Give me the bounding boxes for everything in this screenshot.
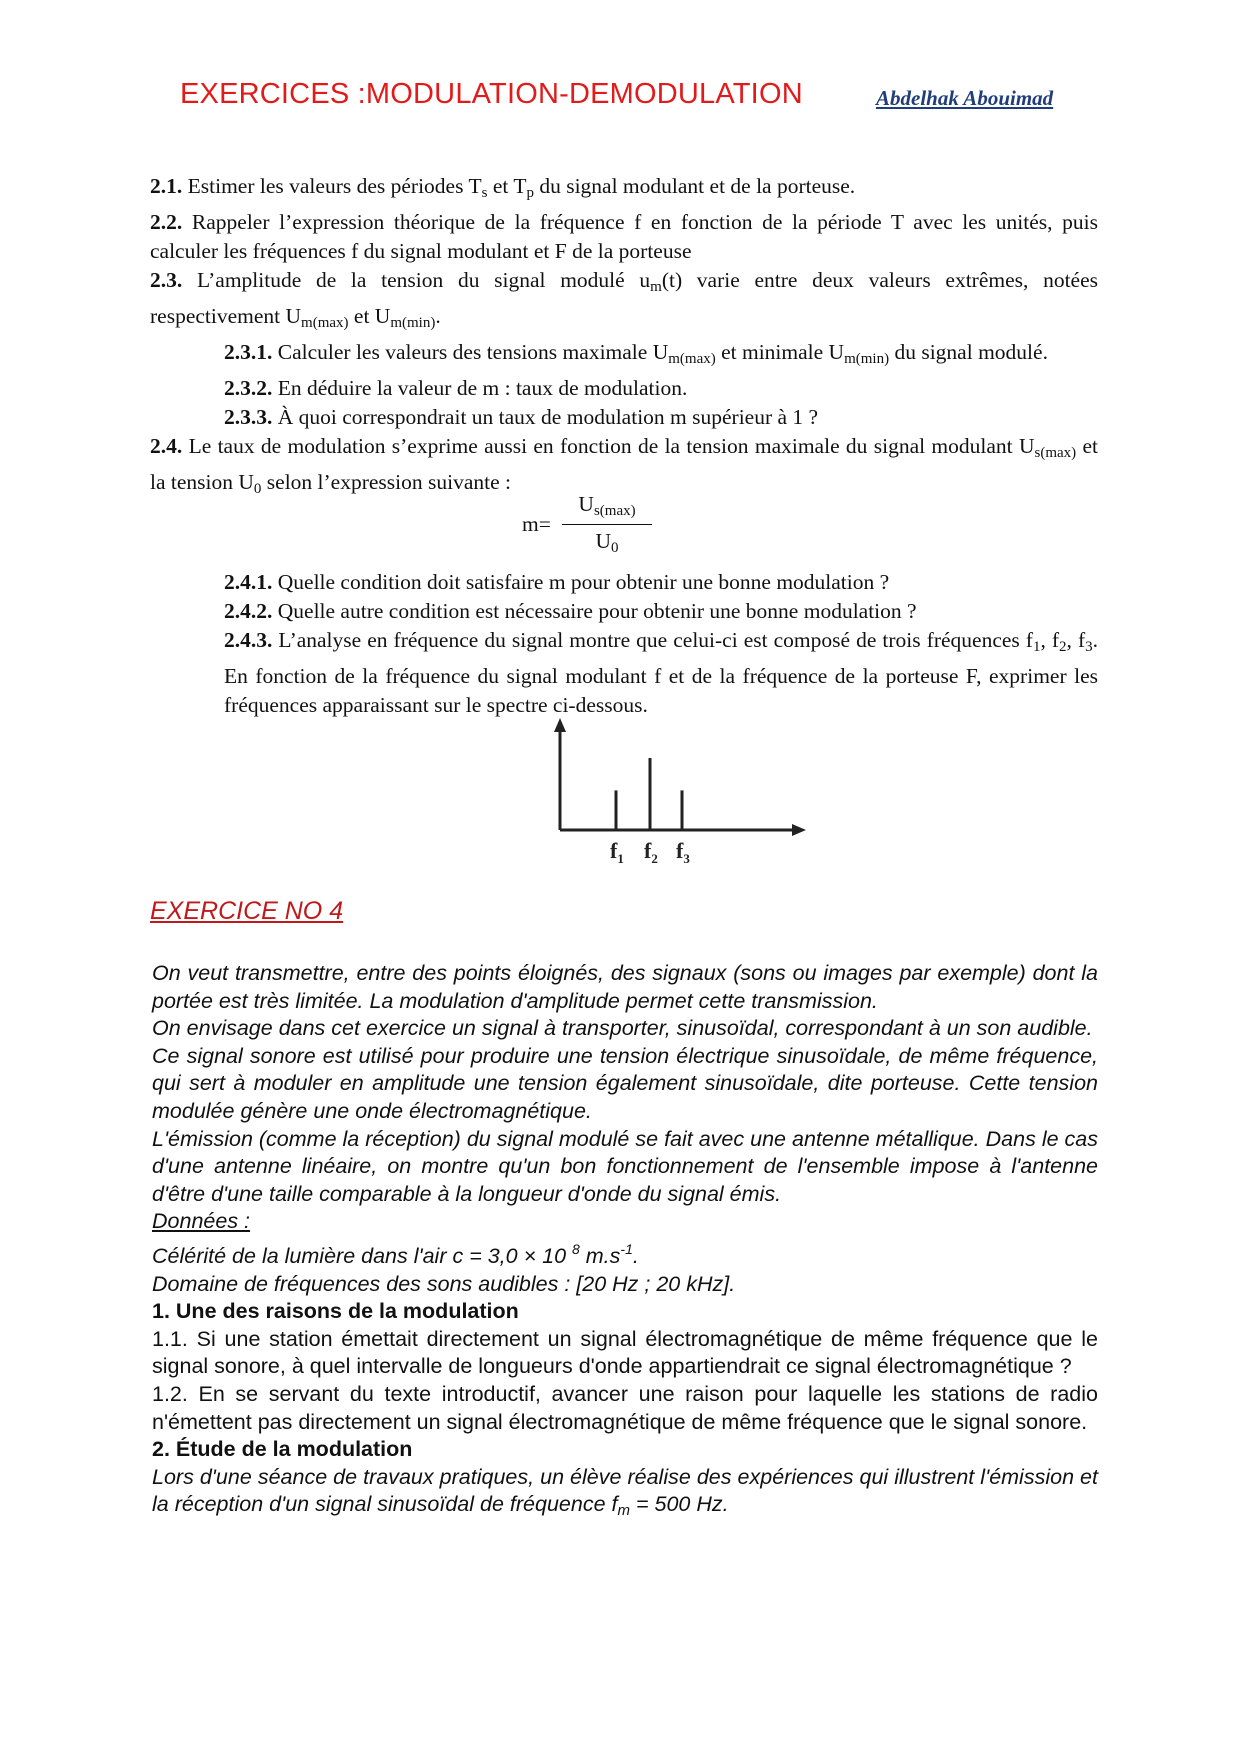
section-1-title: 1. Une des raisons de la modulation xyxy=(152,1299,519,1324)
data-heading: Données : xyxy=(152,1209,251,1234)
data-text: Célérité de la lumière dans l'air c = 3,0 × 10 xyxy=(152,1243,572,1268)
question-number: 2.4.1. xyxy=(224,570,273,594)
subscript: m xyxy=(617,1502,630,1520)
question-number: 2.4.2. xyxy=(224,599,273,623)
subscript: m(min) xyxy=(390,315,436,331)
author-name: Abdelhak Abouimad xyxy=(876,86,1054,110)
spectrum-label-f1: $f_1$ xyxy=(610,838,624,866)
question-text: selon l’expression suivante : xyxy=(261,470,511,494)
data-text: . xyxy=(632,1243,639,1268)
data-text: m.s xyxy=(579,1243,621,1268)
subscript: 0 xyxy=(611,540,619,556)
question-text: et T xyxy=(487,174,527,198)
superscript: -1 xyxy=(620,1240,633,1257)
subscript: p xyxy=(526,185,534,201)
question-text: . En fonction de la fréquence du signal modulant f et de la fréquence de la porteuse F, exprimer les fréquences apparaissant sur le spectre ci-dessous. xyxy=(224,628,1098,717)
question-text: Quelle autre condition est nécessaire pour obtenir une bonne modulation ? xyxy=(277,599,917,623)
subscript: 3 xyxy=(1085,639,1093,655)
subscript: m(max) xyxy=(668,351,716,367)
question-text: (t) varie entre deux valeurs extrêmes, notées respectivement U xyxy=(150,268,1099,328)
exercise-4-title: EXERCICE NO 4 xyxy=(150,897,344,925)
fraction-bar xyxy=(562,524,652,525)
spectrum-label-f2: $f_2$ xyxy=(644,838,658,866)
question-text: Calculer les valeurs des tensions maximale U xyxy=(277,340,669,364)
question-text: À quoi correspondrait un taux de modulation m supérieur à 1 ? xyxy=(277,405,819,429)
formula-lhs: m= xyxy=(522,512,551,536)
spectrum-label-subscript: 1 xyxy=(617,851,624,866)
question-2-2 xyxy=(150,208,1098,266)
question-2-4-3 xyxy=(150,626,1098,720)
spectrum-label-subscript: 2 xyxy=(651,851,658,866)
part2-questions-continued xyxy=(150,568,1098,720)
subscript: m xyxy=(650,279,662,295)
question-text: Le taux de modulation s’exprime aussi en fonction de la tension maximale du signal modulant U xyxy=(188,434,1035,458)
subscript: m(min) xyxy=(844,351,890,367)
subscript: m(max) xyxy=(301,315,349,331)
question-2-1 xyxy=(150,172,1098,208)
formula-denominator xyxy=(562,529,652,557)
question-text: L’analyse en fréquence du signal montre que celui-ci est composé de trois fréquences f xyxy=(278,628,1033,652)
question-text: du signal modulant et de la porteuse. xyxy=(533,174,856,198)
frequency-spectrum-diagram xyxy=(540,718,810,868)
subscript: s(max) xyxy=(1034,445,1077,461)
formula-numerator xyxy=(562,492,652,522)
superscript: 8 xyxy=(572,1240,580,1257)
section-2-text: Lors d'une séance de travaux pratiques, un élève réalise des expériences qui illustrent l'émission et la réception d'un signal sinusoïdal de fréquence f xyxy=(152,1464,1098,1517)
question-number: 2.1. xyxy=(150,174,183,198)
question-2-4-2 xyxy=(150,597,1098,626)
question-2-4-1 xyxy=(150,568,1098,597)
question-text: L’amplitude de la tension du signal modulé u xyxy=(196,268,651,292)
intro-paragraph: L'émission (comme la réception) du signal modulé se fait avec une antenne métallique. Dans le cas d'une antenne linéaire, on montre qu'un bon fonctionnement de l'ensemble impose à l'antenne d'être d'une taille comparable à la longueur d'onde du signal émis. xyxy=(152,1126,1098,1206)
spectrum-label-f3: $f_3$ xyxy=(676,838,690,866)
question-2-3-2 xyxy=(150,374,1098,403)
part2-questions xyxy=(150,172,1098,504)
y-axis-arrow xyxy=(554,718,566,732)
section-2-intro xyxy=(152,1464,1098,1525)
question-number: 2.3.2. xyxy=(224,376,273,400)
subscript: 0 xyxy=(253,481,262,497)
formula-symbol: U xyxy=(595,529,612,553)
question-text: , f xyxy=(1040,628,1060,652)
question-number: 2.4.3. xyxy=(224,628,273,652)
intro-paragraph: On envisage dans cet exercice un signal à transporter, sinusoïdal, correspondant à un son audible. xyxy=(152,1016,1093,1041)
data-audible-range: Domaine de fréquences des sons audibles : [20 Hz ; 20 kHz]. xyxy=(152,1271,736,1296)
question-text: et minimale U xyxy=(715,340,845,364)
question-number: 2.3. xyxy=(150,268,183,292)
question-text: Rappeler l’expression théorique de la fréquence f en fonction de la période T avec les unités, puis calculer les fréquences f du signal modulant et F de la porteuse xyxy=(150,210,1099,263)
subscript: s(max) xyxy=(593,503,636,519)
section-2-text: = 500 Hz. xyxy=(629,1492,729,1517)
question-text: et U xyxy=(348,304,391,328)
question-2-3 xyxy=(150,266,1098,338)
spectrum-label-subscript: 3 xyxy=(683,851,690,866)
formula-fraction xyxy=(562,492,652,557)
subscript: 1 xyxy=(1032,639,1041,655)
question-1-2: 1.2. En se servant du texte introductif, avancer une raison pour laquelle les stations de radio n'émettent pas directement un signal électromagnétique de même fréquence que le signal sonore. xyxy=(152,1381,1098,1434)
data-light-speed xyxy=(152,1236,1098,1271)
question-number: 2.3.3. xyxy=(224,405,273,429)
question-1-1: 1.1. Si une station émettait directement un signal électromagnétique de même fréquence que le signal sonore, à quel intervalle de longueurs d'onde appartiendrait ce signal électromagnétique ? xyxy=(152,1326,1098,1379)
question-2-3-1 xyxy=(150,338,1098,374)
x-axis-arrow xyxy=(792,824,806,836)
question-text: Quelle condition doit satisfaire m pour obtenir une bonne modulation ? xyxy=(277,570,890,594)
subscript: s xyxy=(481,185,488,201)
question-number: 2.4. xyxy=(150,434,183,458)
question-number: 2.3.1. xyxy=(224,340,273,364)
question-text: du signal modulé. xyxy=(889,340,1048,364)
question-number: 2.2. xyxy=(150,210,183,234)
intro-paragraph: On veut transmettre, entre des points éloignés, des signaux (sons ou images par exemple) dont la portée est très limitée. La modulation d'amplitude permet cette transmission. xyxy=(152,961,1098,1013)
exercise-4-body xyxy=(152,960,1098,1525)
section-2-title: 2. Étude de la modulation xyxy=(152,1437,413,1462)
question-text: Estimer les valeurs des périodes T xyxy=(187,174,482,198)
formula-symbol: U xyxy=(578,492,594,516)
intro-paragraph: Ce signal sonore est utilisé pour produire une tension électrique sinusoïdale, de même fréquence, qui sert à moduler en amplitude une tension également sinusoïdale, dite porteuse. Cette tension modulée génère une onde électromagnétique. xyxy=(152,1043,1098,1123)
question-text: . xyxy=(435,304,441,328)
page-title: EXERCICES :MODULATION-DEMODULATION xyxy=(180,78,803,110)
question-text: , f xyxy=(1066,628,1086,652)
question-2-3-3 xyxy=(150,403,1098,432)
subscript: 2 xyxy=(1059,639,1067,655)
question-text: et la tension U xyxy=(150,434,1098,494)
question-text: En déduire la valeur de m : taux de modulation. xyxy=(277,376,688,400)
